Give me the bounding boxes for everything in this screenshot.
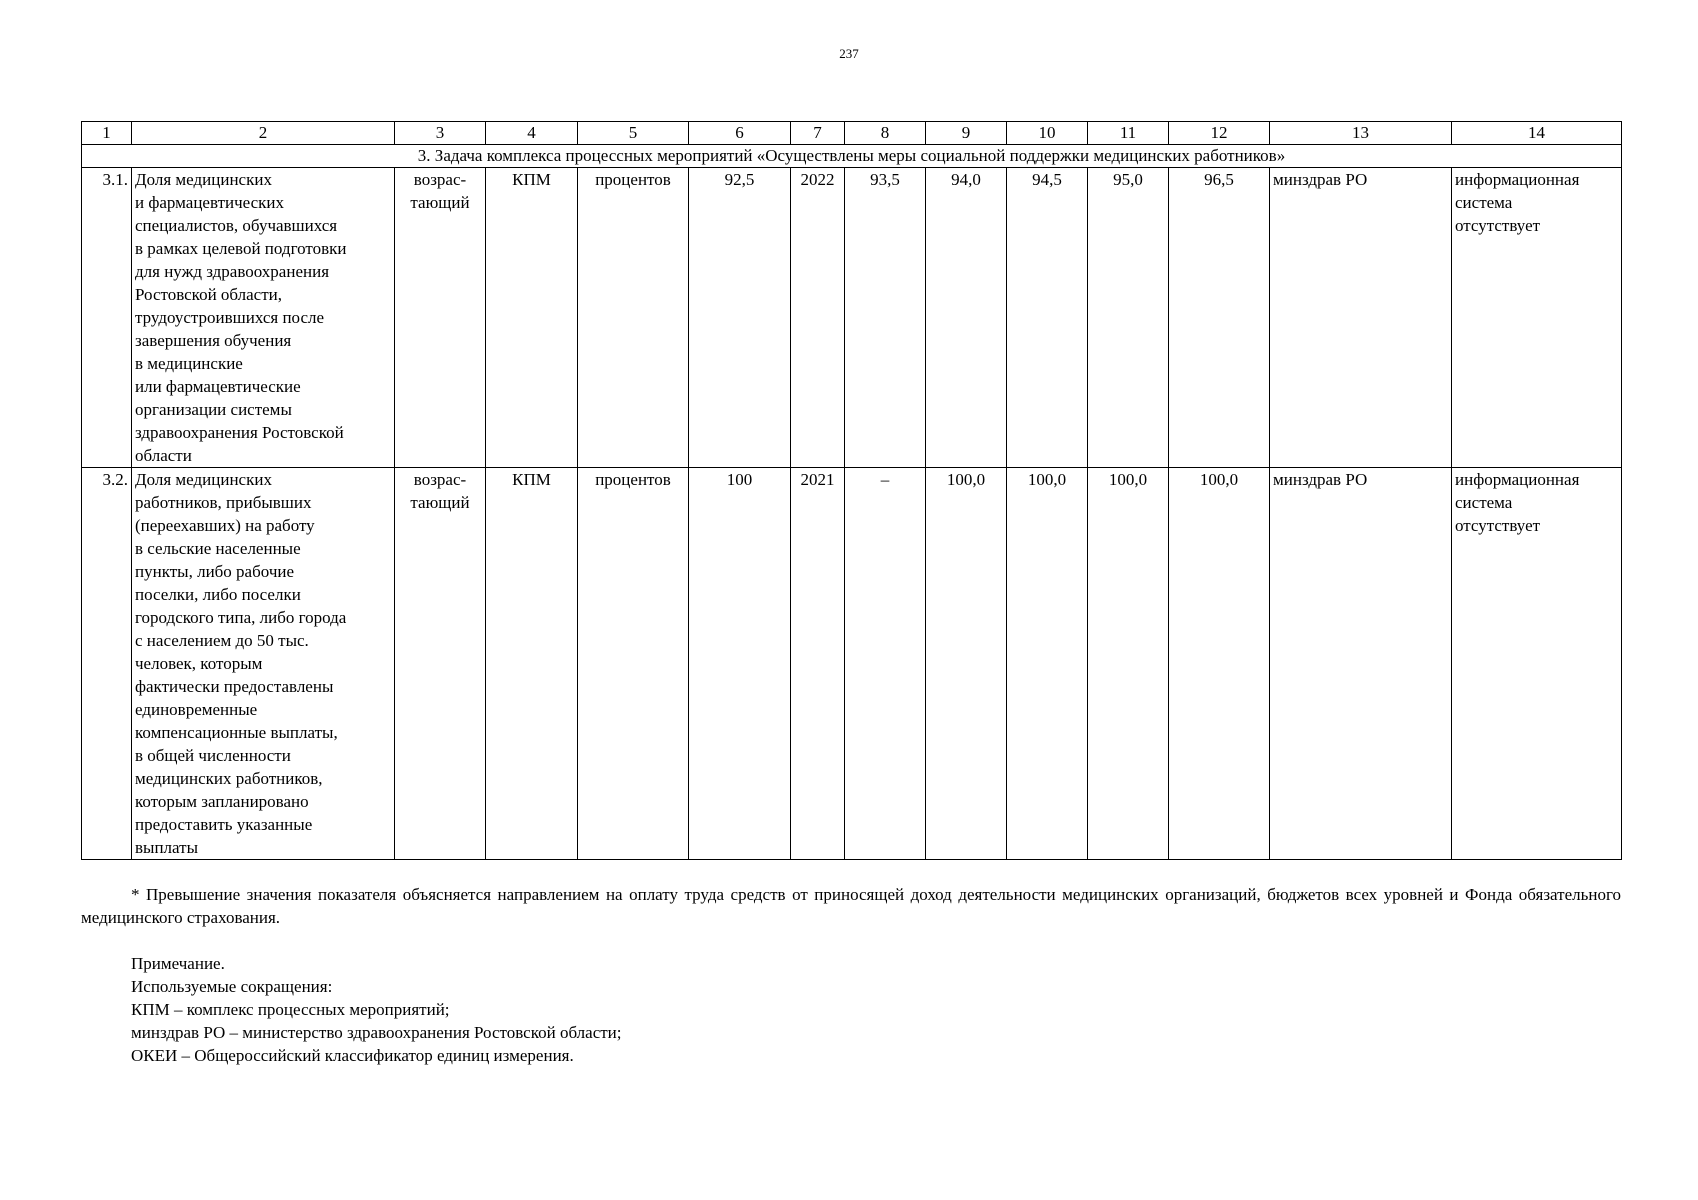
page-number: 237 (839, 46, 859, 61)
base-value: 92,5 (689, 168, 791, 468)
abbreviation-item: ОКЕИ – Общероссийский классификатор единиц измерения. (131, 1046, 574, 1065)
value-col-8: – (845, 468, 926, 860)
notes-title: Примечание. (131, 954, 225, 973)
column-number: 2 (132, 122, 395, 145)
column-number: 13 (1270, 122, 1452, 145)
indicator-name: Доля медицинских и фармацевтических специалистов, обучавшихся в рамках целевой подготовки для нужд здравоохранения Ростовской области, трудоустроившихся после завершения обучения в медицинские или фармацевтические организации системы здравоохранения Ростовской области (132, 168, 395, 468)
table-row (82, 468, 1622, 860)
value-col-12: 100,0 (1169, 468, 1270, 860)
indicator-level: КПМ (486, 168, 578, 468)
unit-of-measure: процентов (578, 168, 689, 468)
row-number: 3.1. (82, 168, 132, 468)
column-number: 4 (486, 122, 578, 145)
value-col-8: 93,5 (845, 168, 926, 468)
row-number: 3.2. (82, 468, 132, 860)
value-col-10: 100,0 (1007, 468, 1088, 860)
indicator-name: Доля медицинских работников, прибывших (переехавших) на работу в сельские населенные пункты, либо рабочие поселки, либо поселки городского типа, либо города с населением до 50 тыс. человек, которым фактически предоставлены единовременные компенсационные выплаты, в общей численности медицинских работников, которым запланировано предоставить указанные выплаты (132, 468, 395, 860)
column-number: 7 (791, 122, 845, 145)
value-col-11: 100,0 (1088, 468, 1169, 860)
indicators-table (81, 121, 1622, 860)
notes-subtitle: Используемые сокращения: (131, 977, 333, 996)
value-col-11: 95,0 (1088, 168, 1169, 468)
indicator-trend: возрас- тающий (395, 468, 486, 860)
responsible-body: минздрав РО (1270, 468, 1452, 860)
value-col-9: 100,0 (926, 468, 1007, 860)
abbreviation-item: КПМ – комплекс процессных мероприятий; (131, 1000, 450, 1019)
column-number: 1 (82, 122, 132, 145)
column-number: 5 (578, 122, 689, 145)
responsible-body: минздрав РО (1270, 168, 1452, 468)
column-number: 10 (1007, 122, 1088, 145)
column-number-row (82, 122, 1622, 145)
section-title-row (82, 145, 1622, 168)
column-number: 3 (395, 122, 486, 145)
base-year: 2021 (791, 468, 845, 860)
notes-block (131, 952, 1531, 1067)
section-title: 3. Задача комплекса процессных мероприятий «Осуществлены меры социальной поддержки медицинских работников» (82, 145, 1622, 168)
indicator-level: КПМ (486, 468, 578, 860)
value-col-12: 96,5 (1169, 168, 1270, 468)
information-system: информационная система отсутствует (1452, 168, 1622, 468)
indicator-trend: возрас- тающий (395, 168, 486, 468)
column-number: 6 (689, 122, 791, 145)
information-system: информационная система отсутствует (1452, 468, 1622, 860)
value-col-10: 94,5 (1007, 168, 1088, 468)
value-col-9: 94,0 (926, 168, 1007, 468)
unit-of-measure: процентов (578, 468, 689, 860)
column-number: 12 (1169, 122, 1270, 145)
column-number: 9 (926, 122, 1007, 145)
abbreviation-item: минздрав РО – министерство здравоохранения Ростовской области; (131, 1023, 622, 1042)
column-number: 11 (1088, 122, 1169, 145)
table-row (82, 168, 1622, 468)
column-number: 14 (1452, 122, 1622, 145)
column-number: 8 (845, 122, 926, 145)
base-year: 2022 (791, 168, 845, 468)
footnote: * Превышение значения показателя объясняется направлением на оплату труда средств от приносящей доход деятельности медицинских организаций, бюджетов всех уровней и Фонда обязательного медицинского страхования. (81, 885, 1621, 927)
base-value: 100 (689, 468, 791, 860)
